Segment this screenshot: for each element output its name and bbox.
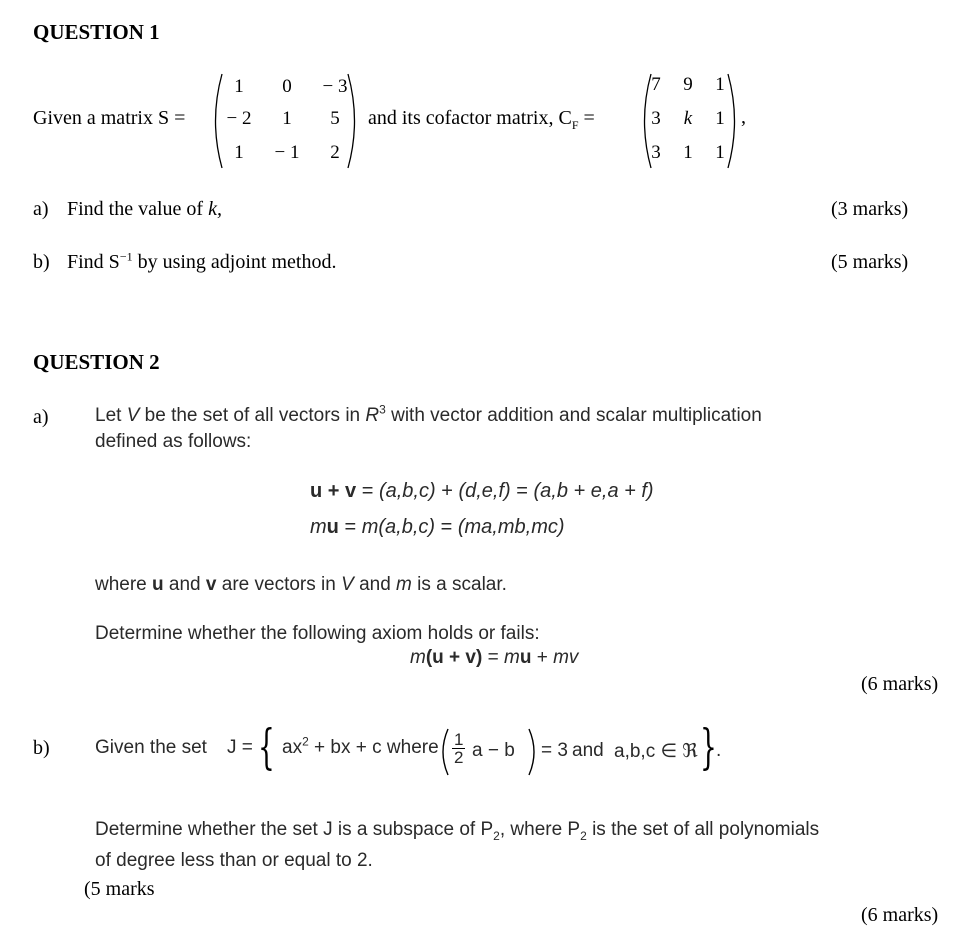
q2-part-a-marks: (6 marks) [861,673,939,695]
question-1-title: QUESTION 1 [33,20,160,44]
matrix-s-cell: − 1 [274,142,300,163]
q2-equation-addition: u + v = (a,b,c) + (d,e,f) = (a,b + e,a + f) [310,480,654,502]
condition-expression: a − b [472,740,515,761]
q2-part-b-determine-line2: of degree less than or equal to 2. [95,850,373,871]
set-open-brace: { [258,719,275,775]
q2-set-j-label: J = [227,737,253,758]
q2-part-b-label: b) [33,737,50,759]
set-polynomial: $ax^2$ + bx + c where [282,734,439,758]
condition-left-paren [437,727,451,777]
condition-equals: = 3 [541,740,568,761]
q2-part-b-determine-line1: Determine whether the set J is a subspace of $P_2$, where $P_2$ is the set of all polynomials [95,819,820,843]
q2-part-a-line2: defined as follows: [95,431,252,452]
q2-part-a-line1: Let V be the set of all vectors in $R^3$ with vector addition and scalar multiplication [95,402,762,426]
matrix-cf-cell: 7 [651,74,661,95]
q2-part-b-marks: (6 marks) [861,904,939,926]
matrix-s-cell: 1 [234,76,244,97]
matrix-cf-cell: k [683,108,693,129]
set-end-period: . [716,740,722,761]
condition-and: and [572,740,604,761]
matrix-s-cell: 1 [234,142,244,163]
q1-part-b-text: Find $S^{-1}$ by using adjoint method. [67,249,337,273]
q1-given-text: Given a matrix S = [33,107,186,129]
matrix-s-right-paren [344,72,364,170]
q2-equation-scalar: mu = m(a,b,c) = (ma,mb,mc) [310,516,565,538]
question-2-title: QUESTION 2 [33,350,160,374]
condition-membership: a,b,c ∈ ℜ [614,741,698,762]
q2-part-b-given: Given the set [95,737,207,758]
set-close-brace: } [700,719,717,775]
condition-fraction: $\frac{1}{2}$ [454,730,464,767]
matrix-cf-cell: 3 [651,142,661,163]
q1-part-b-label: b) [33,251,50,273]
matrix-s-cell: 1 [282,108,292,129]
matrix-cf-cell: 1 [683,142,693,163]
q1-part-b-marks: (5 marks) [831,251,909,273]
q2-part-b-partial-marks: (5 marks [84,878,155,900]
q2-where-text: where u and v are vectors in V and m is a scalar. [95,574,507,595]
matrix-cf-cell: 1 [715,142,725,163]
matrix-s-cell: − 2 [226,108,252,129]
q1-part-a-label: a) [33,198,49,220]
condition-right-paren [526,727,540,777]
q1-part-a-text: Find the value of k, [67,198,222,220]
q1-trailing-comma: , [741,106,746,128]
matrix-s-cell: − 3 [322,76,348,97]
q1-part-a-marks: (3 marks) [831,198,909,220]
q2-part-a-label: a) [33,406,49,428]
matrix-cf-cell: 1 [715,108,725,129]
q1-cofactor-text: and its cofactor matrix, $C_F$ = [368,107,595,132]
matrix-cf-cell: 3 [651,108,661,129]
matrix-s-cell: 2 [330,142,340,163]
q2-determine-text: Determine whether the following axiom holds or fails: [95,623,540,644]
q2-axiom: m(u + v) = mu + mv [410,647,579,668]
matrix-s-cell: 5 [330,108,340,129]
matrix-cf-cell: 9 [683,74,693,95]
matrix-cf-cell: 1 [715,74,725,95]
matrix-s-cell: 0 [282,76,292,97]
